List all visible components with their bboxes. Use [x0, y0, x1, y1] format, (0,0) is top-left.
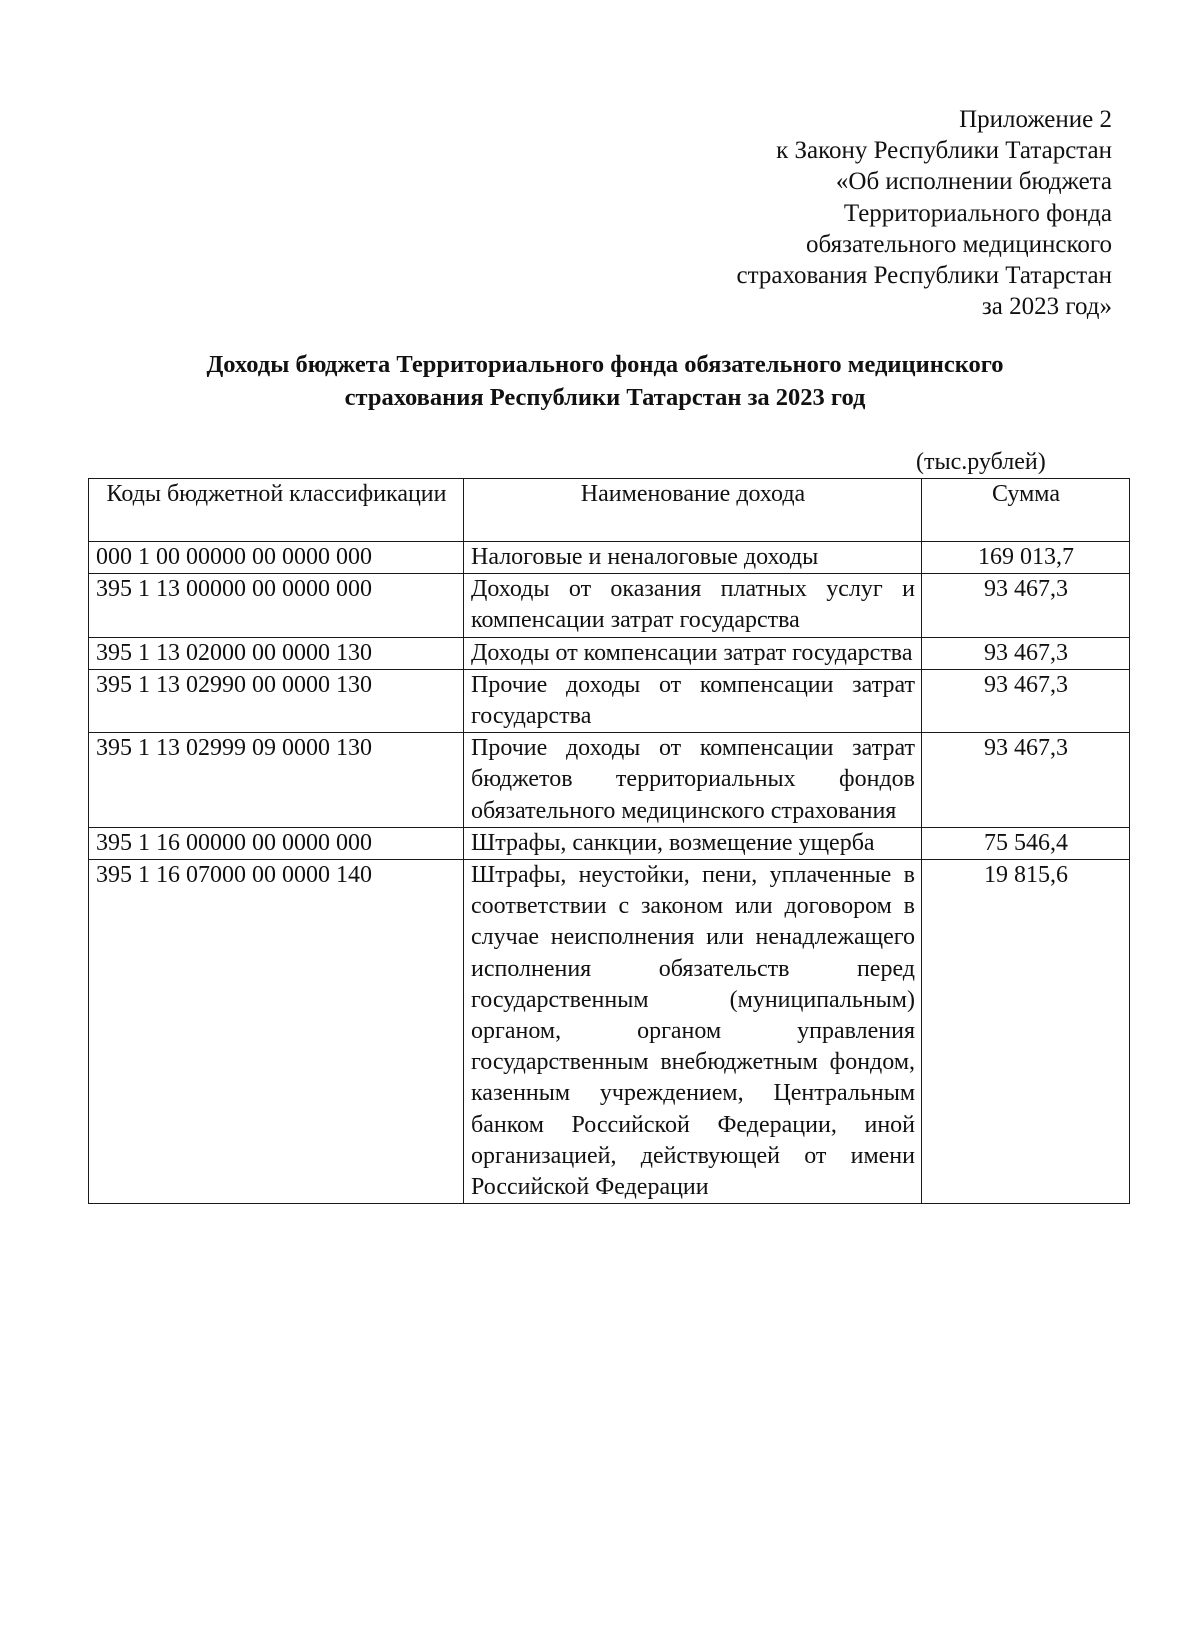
table-row — [89, 574, 1130, 637]
header-sum: Сумма — [922, 479, 1130, 542]
row-code: 395 1 13 02999 09 0000 130 — [89, 733, 464, 828]
row-code: 395 1 16 00000 00 0000 000 — [89, 827, 464, 859]
title-line-2: страхования Республики Татарстан за 2023 год — [344, 384, 866, 411]
row-code: 395 1 13 02990 00 0000 130 — [89, 669, 464, 732]
row-sum: 169 013,7 — [922, 542, 1130, 574]
row-name: Штрафы, санкции, возмещение ущерба — [464, 827, 922, 859]
row-code: 395 1 16 07000 00 0000 140 — [89, 860, 464, 1204]
row-code: 000 1 00 00000 00 0000 000 — [89, 542, 464, 574]
annex-line: к Закону Республики Татарстан — [776, 137, 1112, 165]
annex-line: обязательного медицинского — [805, 230, 1112, 258]
row-sum: 93 467,3 — [922, 574, 1130, 637]
title-line-1: Доходы бюджета Территориального фонда обязательного медицинского — [206, 351, 1004, 378]
table-row — [89, 860, 1130, 1204]
annex-line: «Об исполнении бюджета — [835, 168, 1112, 196]
row-code: 395 1 13 02000 00 0000 130 — [89, 637, 464, 669]
row-name: Прочие доходы от компенсации затрат бюджетов территориальных фондов обязательного медицинского страхования — [464, 733, 922, 828]
row-sum: 75 546,4 — [922, 827, 1130, 859]
table-header-row — [89, 479, 1130, 542]
header-code: Коды бюджетной классификации — [89, 479, 464, 542]
row-name: Налоговые и неналоговые доходы — [464, 542, 922, 574]
row-code: 395 1 13 00000 00 0000 000 — [89, 574, 464, 637]
row-sum: 93 467,3 — [922, 733, 1130, 828]
revenue-table — [88, 478, 1130, 1204]
units-label: (тыс.рублей) — [916, 449, 1046, 475]
table-row — [89, 733, 1130, 828]
table-row — [89, 637, 1130, 669]
document-title — [90, 348, 1120, 414]
row-sum: 19 815,6 — [922, 860, 1130, 1204]
header-name: Наименование дохода — [464, 479, 922, 542]
annex-line: страхования Республики Татарстан — [736, 262, 1112, 290]
row-sum: 93 467,3 — [922, 669, 1130, 732]
row-sum: 93 467,3 — [922, 637, 1130, 669]
row-name: Прочие доходы от компенсации затрат государства — [464, 669, 922, 732]
annex-reference — [737, 104, 1112, 322]
annex-line: Приложение 2 — [959, 106, 1112, 133]
annex-line: за 2023 год» — [981, 293, 1112, 321]
table-row — [89, 542, 1130, 574]
annex-line: Территориального фонда — [843, 199, 1112, 227]
row-name: Доходы от оказания платных услуг и компенсации затрат государства — [464, 574, 922, 637]
table-row — [89, 827, 1130, 859]
table-row — [89, 669, 1130, 732]
row-name: Штрафы, неустойки, пени, уплаченные в соответствии с законом или договором в случае неисполнения или ненадлежащего исполнения обязательств перед государственным (муниципальным) органом, органом управления государственным внебюджетным фондом, казенным учреждением, Центральным банком Российской Федерации, иной организацией, действующей от имени Российской Федерации — [464, 860, 922, 1204]
row-name: Доходы от компенсации затрат государства — [464, 637, 922, 669]
